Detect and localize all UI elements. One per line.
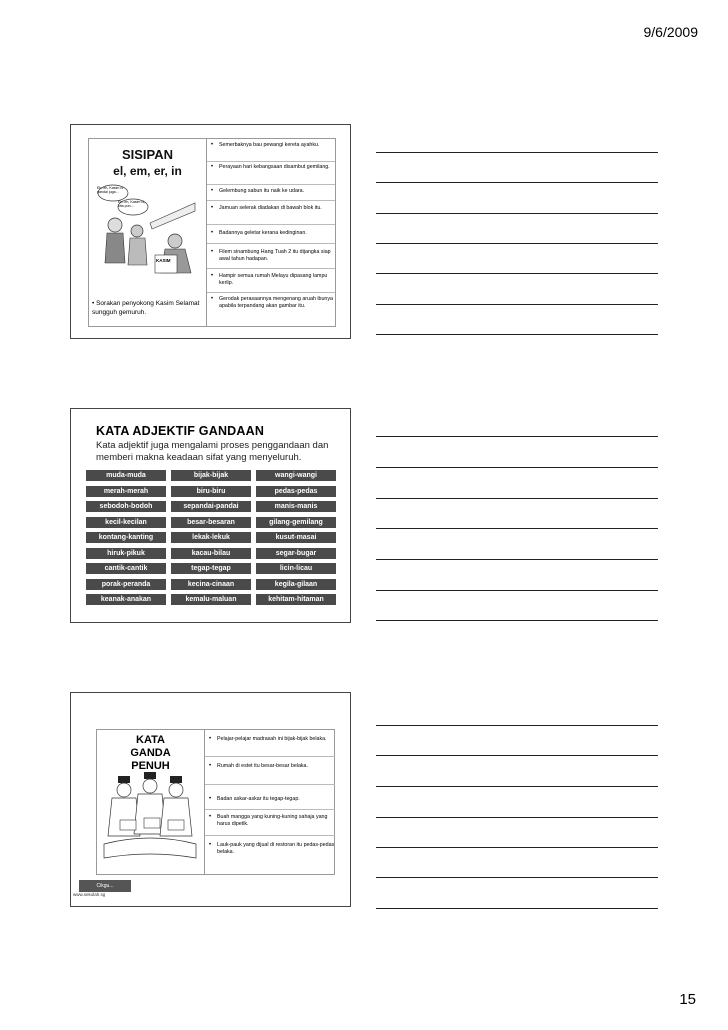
- adjective-word-cell: hiruk-pikuk: [86, 548, 166, 559]
- slide-3-bullets: [204, 730, 335, 874]
- adjective-word-cell: besar-besaran: [171, 517, 251, 528]
- slide-3-content: [96, 729, 335, 875]
- slide-1-content: [88, 138, 336, 327]
- slide-1-bullet: • Gerodak perasaannya mengenang aruah ibunya apabila terpandang akan gambar itu.: [207, 296, 335, 323]
- slide-1-bullet: • Badannya geletar kerana kedinginan.: [207, 230, 335, 244]
- adjective-word-cell: kecina-cinaan: [171, 579, 251, 590]
- slide-1-bullet: • Hampir semua rumah Melayu dipasang lampu kerlip.: [207, 273, 335, 293]
- slide-1-bullet: • Semerbaknya bau pewangi kereta ayahku.: [207, 142, 335, 162]
- slide-1-subtitle: el, em, er, in: [113, 164, 182, 178]
- adjective-word-cell: bijak-bijak: [171, 470, 251, 481]
- page-number: 15: [679, 991, 696, 1008]
- slide-1-left-panel: [89, 139, 207, 326]
- adjective-word-cell: licin-licau: [256, 563, 336, 574]
- adjective-word-cell: gilang-gemilang: [256, 517, 336, 528]
- slide-1-caption-text: Sorakan penyokong Kasim Selamat sungguh gemuruh.: [92, 300, 200, 316]
- slide-1-title: SISIPAN: [121, 147, 174, 162]
- adjective-word-cell: kehitam-hitaman: [256, 594, 336, 605]
- slide-3-bullet: • Lauk-pauk yang dijual di restoran itu pedas-pedas belaka.: [205, 842, 335, 866]
- slide-2: [70, 408, 351, 623]
- race-cartoon-illustration: [95, 183, 200, 279]
- adjective-word-cell: kecil-kecilan: [86, 517, 166, 528]
- slide-1-bullet: • Gelembung sabun itu naik ke udara.: [207, 188, 335, 201]
- students-reading-illustration: [100, 766, 200, 866]
- slide-3-bullet: • Rumah di estet itu besar-besar belaka.: [205, 763, 335, 785]
- publisher-logo: Cikgu...: [79, 880, 131, 892]
- adjective-word-cell: muda-muda: [86, 470, 166, 481]
- adjective-word-cell: cantik-cantik: [86, 563, 166, 574]
- slide-3-bullet: • Buah mangga yang kuning-kuning sahaja yang harus dipetik.: [205, 814, 335, 836]
- slide-2-title: KATA ADJEKTIF GANDAAN: [96, 424, 265, 438]
- adjective-word-cell: sebodoh-bodoh: [86, 501, 166, 512]
- slide-1: [70, 124, 351, 339]
- adjective-word-cell: kegila-gilaan: [256, 579, 336, 590]
- adjective-word-cell: manis-manis: [256, 501, 336, 512]
- adjective-word-cell: lekak-lekuk: [171, 532, 251, 543]
- adjective-word-cell: kacau-bilau: [171, 548, 251, 559]
- adjective-word-cell: kemalu-maluan: [171, 594, 251, 605]
- slide-1-bullet: • Perayaan hari kebangsaan disambut gemilang.: [207, 164, 335, 185]
- slide-3-title: KATA GANDA PENUH: [130, 734, 171, 772]
- speech-bubble-1: Eh..eh, Kasim ni pandai juga…: [97, 186, 124, 194]
- adjective-word-cell: merah-merah: [86, 486, 166, 497]
- adjective-word-cell: segar-bugar: [256, 548, 336, 559]
- slide-3-bullet: • Badan askar-askar itu tegap-tegap.: [205, 796, 335, 810]
- header-date: 9/6/2009: [643, 24, 698, 40]
- adjective-word-cell: kusut-masai: [256, 532, 336, 543]
- adjective-word-cell: pedas-pedas: [256, 486, 336, 497]
- adjective-word-cell: wangi-wangi: [256, 470, 336, 481]
- adjective-word-cell: porak-peranda: [86, 579, 166, 590]
- adjective-word-cell: biru-biru: [171, 486, 251, 497]
- speech-bubble-2: Eh..eh, Kasim ni, kita pun…: [118, 200, 146, 208]
- slide-3-bullet: • Pelajar-pelajar madrasah ini bijak-bijak belaka.: [205, 736, 335, 757]
- kasim-sign: KASIM: [156, 258, 171, 263]
- slide-1-bullet: • Jamuan selerak diadakan di bawah blok itu.: [207, 205, 335, 225]
- adjective-word-cell: tegap-tegap: [171, 563, 251, 574]
- adjective-word-cell: kontang-kanting: [86, 532, 166, 543]
- publisher-url: www.sekolah.sg: [73, 892, 106, 897]
- adjective-word-cell: sepandai-pandai: [171, 501, 251, 512]
- slide-3: [70, 692, 351, 907]
- slide-1-bullet: • Filem sinambung Hang Tuah 2 itu dijangka siap awal tahun hadapan.: [207, 249, 335, 269]
- slide-2-description: Kata adjektif juga mengalami proses penggandaan dan memberi makna keadaan sifat yang menyeluruh.: [96, 440, 329, 463]
- slide-1-caption: [92, 299, 204, 317]
- slide-1-bullets: [207, 139, 335, 326]
- adjective-word-cell: keanak-anakan: [86, 594, 166, 605]
- bullet-icon: •: [92, 300, 97, 307]
- slide-1-title-block: [89, 147, 206, 179]
